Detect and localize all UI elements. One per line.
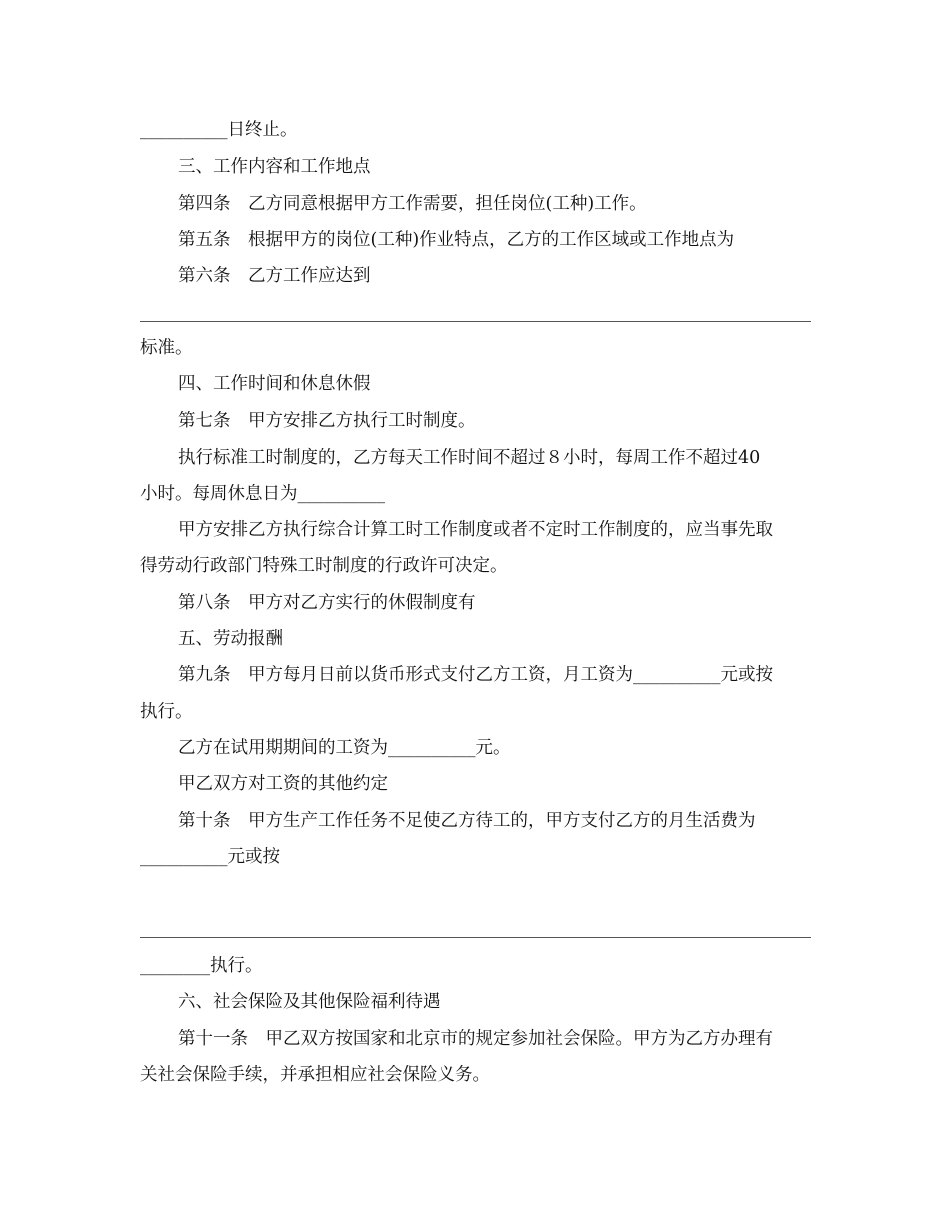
clause-4: 第四条 乙方同意根据甲方工作需要，担任岗位(工种)工作。 — [178, 194, 647, 214]
paragraph-line: __________元或按 — [140, 847, 280, 867]
clause-5: 第五条 根据甲方的岗位(工种)作业特点，乙方的工作区域或工作地点为 — [178, 230, 735, 250]
clause-8: 第八条 甲方对乙方实行的休假制度有 — [178, 593, 476, 613]
section-heading: 四、工作时间和休息休假 — [178, 374, 371, 394]
section-heading: 三、工作内容和工作地点 — [178, 157, 371, 177]
paragraph-line: 小时。每周休息日为__________ — [140, 484, 385, 504]
paragraph-line: 甲乙双方对工资的其他约定 — [178, 774, 388, 794]
clause-6: 第六条 乙方工作应达到 — [178, 266, 371, 286]
clause-10: 第十条 甲方生产工作任务不足使乙方待工的，甲方支付乙方的月生活费为 — [178, 811, 756, 831]
text-line: 标准。 — [140, 338, 193, 358]
clause-9: 第九条 甲方每月日前以货币形式支付乙方工资，月工资为__________元或按 — [178, 665, 773, 685]
paragraph-line: 乙方在试用期期间的工资为__________元。 — [178, 738, 511, 758]
section-heading: 六、社会保险及其他保险福利待遇 — [178, 992, 441, 1012]
fill-in-line — [140, 937, 811, 938]
paragraph-line: 得劳动行政部门特殊工时制度的行政许可决定。 — [140, 556, 508, 576]
clause-11: 第十一条 甲乙双方按国家和北京市的规定参加社会保险。甲方为乙方办理有 — [178, 1029, 773, 1049]
section-heading: 五、劳动报酬 — [178, 629, 283, 649]
paragraph-line: 执行标准工时制度的，乙方每天工作时间不超过８小时，每周工作不超过40 — [178, 448, 761, 468]
text-line: __________日终止。 — [140, 120, 298, 140]
paragraph-line: 甲方安排乙方执行综合计算工时工作制度或者不定时工作制度的，应当事先取 — [178, 520, 773, 540]
fill-in-line — [140, 321, 811, 322]
paragraph-line: 执行。 — [140, 702, 193, 722]
paragraph-line: 关社会保险手续，并承担相应社会保险义务。 — [140, 1065, 490, 1085]
clause-7: 第七条 甲方安排乙方执行工时制度。 — [178, 411, 476, 431]
paragraph-line: ________执行。 — [140, 956, 263, 976]
